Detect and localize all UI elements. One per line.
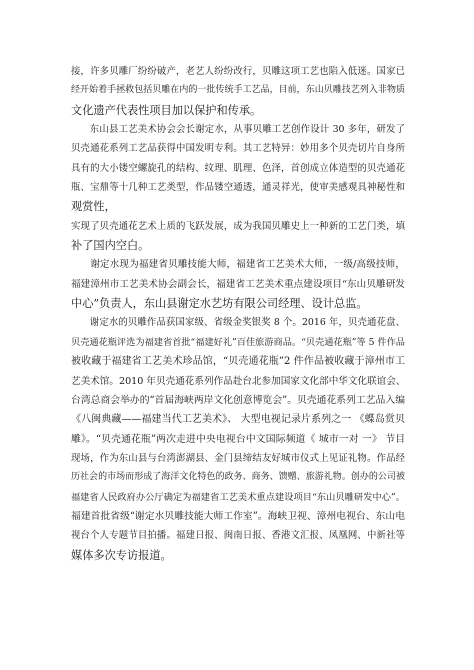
paragraph-4-line-13: 媒体多次专访报道。 <box>71 548 172 562</box>
paragraph-2-line-3: 具有的大小镂空螺旋孔的结构、纹理、肌理、色泽，首创成立体造型的贝壳通花 <box>71 162 405 174</box>
paragraph-4-line-10: 福建省人民政府办公厅确定为福建省工艺美术重点建设项目“东山贝雕研发中心”。 <box>71 491 405 503</box>
body-text <box>71 62 405 565</box>
paragraph-4-line-8: 现场，作为东山县与台湾澎湖县、金门县缔结友好城市仪式上见证礼物。作品经 <box>71 452 405 464</box>
paragraph-1-line-3: 文化遗产代表性项目加以保护和传承。 <box>71 103 262 117</box>
paragraph-4-line-6: 《八闽典藏——福建当代工艺美术》、 大型电视记录片系列之一 《蝶岛赏贝 <box>71 414 405 426</box>
paragraph-4-line-3: 被收藏于福建省工艺美术珍品馆，“贝壳通花瓶”2 件作品被收藏于漳州市工 <box>71 356 405 368</box>
paragraph-4-line-9: 历社会的市场而形成了海洋文化特色的政务、商务、馈赠、旅游礼物。创办的公司被 <box>71 472 405 483</box>
paragraph-1-line-2: 经开始着手拯救包括贝雕在内的一批传统手工艺品，目前，东山贝雕技艺列入非物质 <box>71 85 405 96</box>
paragraph-4-line-2: 贝壳通花瓶评选为福建省首批“福建好礼”百佳旅游商品。“贝壳通花瓶”等 5 件作品 <box>71 336 405 348</box>
paragraph-3-line-1: 谢定水现为福建省贝雕技能大师，福建省工艺美术大师，一级/高级技师， <box>90 259 405 271</box>
paragraph-4-line-7: 雕》。“贝壳通花瓶”两次走进中央电视台中文国际频道《 城市一对 一》 节目 <box>71 433 405 445</box>
paragraph-2-line-5: 观赏性， <box>71 200 116 214</box>
paragraph-4-line-5: 台湾总商会举办的“首届海峡两岸文化创意博览会”。贝壳通花系列工艺品入编 <box>71 394 405 406</box>
paragraph-1-line-1: 接，许多贝雕厂纷纷破产，老艺人纷纷改行，贝雕这项工艺也陷入低迷。国家已 <box>71 66 405 77</box>
paragraph-2-line-6: 实现了贝壳通花艺术上质的飞跃发展，成为我国贝雕史上一种新的工艺门类，填 <box>71 220 405 232</box>
paragraph-2-line-7: 补了国内空白。 <box>71 239 150 253</box>
paragraph-3-line-3: 中心”负责人，东山县谢定水艺坊有限公司经理、设计总监。 <box>71 297 368 311</box>
paragraph-4-line-11: 福建首批省级“谢定水贝雕技能大师工作室”。海峡卫视、漳州电视台、东山电 <box>71 510 405 522</box>
paragraph-2-line-2: 贝壳通花系列工艺品获得中国发明专利。其工艺特异：妙用多个贝壳切片自身所 <box>71 143 405 155</box>
paragraph-2-line-4: 瓶、宝鼎等十几种工艺类型，作品镂空通透，通灵祥光，使审美感观具神秘性和 <box>71 182 405 194</box>
paragraph-2-line-1: 东山县工艺美术协会会长谢定水，从事贝雕工艺创作设计 30 多年，研发了 <box>89 124 405 136</box>
paragraph-4-line-1: 谢定水的贝雕作品获国家级、省级金奖银奖 8 个。2016 年，贝壳通花盘、 <box>89 317 405 329</box>
paragraph-4-line-4: 艺美术馆。2010 年贝壳通花系列作品赴台北参加国家文化部中华文化联谊会、 <box>71 375 405 387</box>
paragraph-3-line-2: 福建漳州市工艺美术协会副会长，福建省工艺美术重点建设项目“东山贝雕研发 <box>71 278 405 290</box>
paragraph-4-line-12: 视台个人专题节目拍播。福建日报、闽南日报、香港文汇报、凤凰网、中新社等 <box>71 530 405 542</box>
